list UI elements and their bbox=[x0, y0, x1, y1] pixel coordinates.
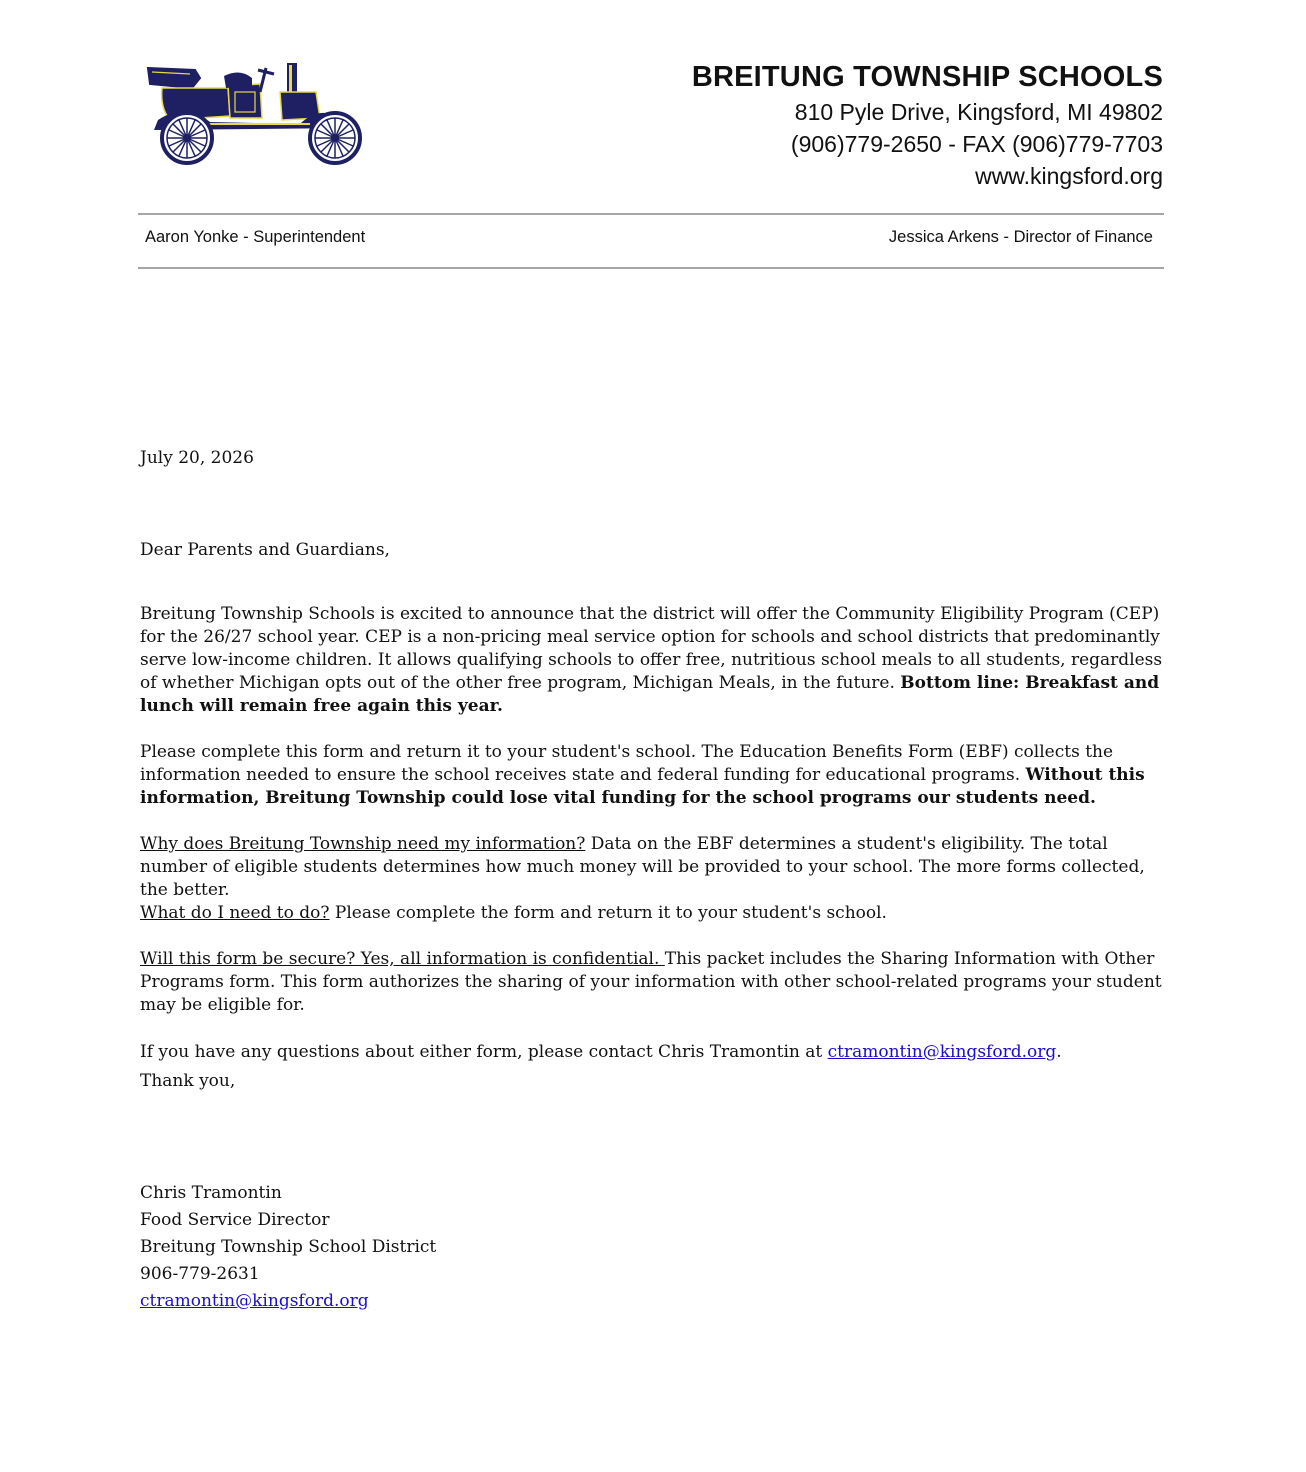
question-what: What do I need to do? bbox=[140, 903, 330, 923]
paragraph-why bbox=[140, 833, 1170, 902]
model-t-car-icon bbox=[140, 58, 365, 170]
paragraph-text: Data on the EBF determines a student's eligibility. The total number of eligible students determines how much money will be provided to your school. The more forms collected, the better. bbox=[140, 834, 1145, 900]
paragraph-text: Please complete this form and return it to your student's school. The Education Benefits Form (EBF) collects the information needed to ensure the school receives state and federal funding for educational programs. bbox=[140, 742, 1114, 785]
question-secure: Will this form be secure? Yes, all information is confidential. bbox=[140, 949, 665, 969]
finance-director-label: Jessica Arkens - Director of Finance bbox=[888, 228, 1153, 246]
paragraph-form bbox=[140, 741, 1170, 810]
signature-name: Chris Tramontin bbox=[140, 1183, 282, 1203]
paragraph-text: If you have any questions about either form, please contact Chris Tramontin at bbox=[140, 1042, 828, 1062]
signature-title: Food Service Director bbox=[140, 1210, 330, 1230]
paragraph-end: . bbox=[1056, 1042, 1062, 1062]
org-phone-fax: (906)779-2650 - FAX (906)779-7703 bbox=[790, 131, 1163, 157]
paragraph-cep bbox=[140, 603, 1170, 718]
letter-date: July 20, 2026 bbox=[140, 448, 254, 468]
bottom-line-bold: Bottom line: Breakfast and lunch will remain free again this year. bbox=[140, 673, 1160, 716]
org-name: BREITUNG TOWNSHIP SCHOOLS bbox=[691, 61, 1163, 93]
signature-phone: 906-779-2631 bbox=[140, 1264, 260, 1284]
paragraph-text: Please complete the form and return it to your student's school. bbox=[329, 903, 887, 923]
signature-email-link[interactable]: ctramontin@kingsford.org bbox=[140, 1291, 369, 1311]
letterhead bbox=[692, 58, 1163, 192]
signature-org: Breitung Township School District bbox=[140, 1237, 437, 1257]
funding-warning-bold: Without this information, Breitung Township could lose vital funding for the school programs our students need. bbox=[140, 765, 1145, 808]
header-divider-top bbox=[138, 213, 1164, 215]
header-divider-bottom bbox=[138, 267, 1164, 269]
question-why: Why does Breitung Township need my information? bbox=[140, 834, 586, 854]
signature-block bbox=[140, 1180, 436, 1315]
superintendent-label: Aaron Yonke - Superintendent bbox=[145, 228, 366, 246]
paragraph-what bbox=[140, 902, 1170, 925]
org-address: 810 Pyle Drive, Kingsford, MI 49802 bbox=[794, 99, 1163, 125]
paragraph-text: Breitung Township Schools is excited to announce that the district will offer the Community Eligibility Program (CEP) for the 26/27 school year. CEP is a non-pricing meal service option for schools and school districts that predominantly serve low-income children. It allows qualifying schools to offer free, nutritious school meals to all students, regardless of whether Michigan opts out of the other free program, Michigan Meals, in the future. bbox=[140, 604, 1163, 693]
closing: Thank you, bbox=[140, 1071, 236, 1091]
paragraph-contact bbox=[140, 1041, 1170, 1064]
contact-email-link[interactable]: ctramontin@kingsford.org bbox=[827, 1042, 1057, 1062]
paragraph-text: This packet includes the Sharing Information with Other Programs form. This form authorizes the sharing of your information with other school-related programs your student may be eligible for. bbox=[140, 949, 1162, 1015]
salutation: Dear Parents and Guardians, bbox=[140, 540, 390, 560]
org-website: www.kingsford.org bbox=[975, 163, 1163, 189]
paragraph-secure bbox=[140, 948, 1170, 1017]
